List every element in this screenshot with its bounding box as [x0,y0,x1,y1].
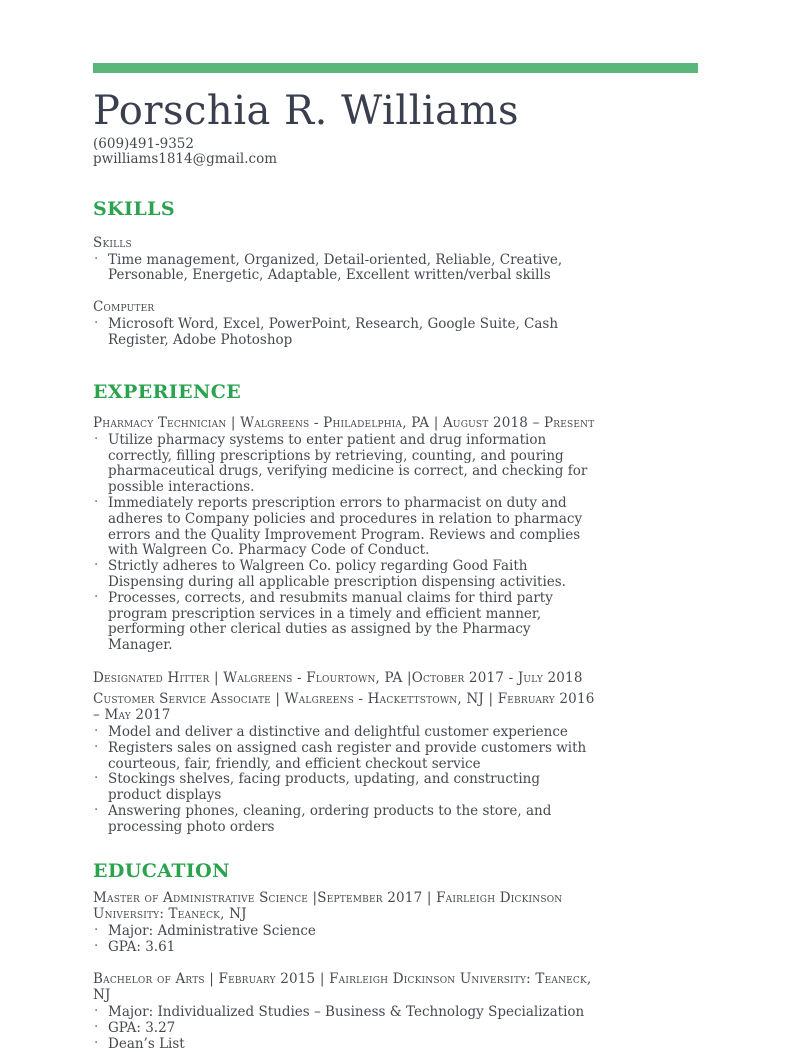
education-heading: EDUCATION [93,861,705,882]
bullet-item [93,591,595,654]
bullet-text: Major: Administrative Science [108,923,316,939]
skills-section [93,199,705,349]
skills-list [93,253,595,285]
degree-title-bachelor: Bachelor of Arts | February 2015 | Fairleigh Dickinson University: Teaneck, NJ [93,971,598,1003]
bullet-item [93,559,595,591]
computer-group-title: Computer [93,299,598,315]
bullet-dot: · [94,724,98,740]
job-bullets [93,725,595,836]
bullet-text: GPA: 3.27 [108,1020,175,1036]
bullet-text: Time management, Organized, Detail-oriented, Reliable, Creative, Personable, Energetic, Adaptable, Excellent written/verbal skills [108,252,562,284]
bullet-text: Immediately reports prescription errors to pharmacist on duty and adheres to Company policies and procedures in relation to pharmacy errors and the Quality Improvement Program. Reviews and complies with Walgreen Co. Pharmacy Code of Conduct. [108,495,582,558]
bullet-item [93,433,595,496]
job-title-designated-hitter: Designated Hitter | Walgreens - Flourtown, PA |October 2017 - July 2018 [93,670,598,686]
bullet-dot: · [94,1004,98,1020]
bullet-item [93,1037,595,1052]
bullet-item [93,253,595,285]
bullet-dot: · [94,558,98,574]
bullet-dot: · [94,803,98,819]
bullet-dot: · [94,1020,98,1036]
bullet-item [93,1021,595,1037]
bullet-item [93,725,595,741]
experience-section [93,382,705,836]
experience-heading: EXPERIENCE [93,382,705,403]
bullet-text: Utilize pharmacy systems to enter patient and drug information correctly, filling prescriptions by retrieving, counting, and pouring pharmaceutical drugs, verifying medicine is correct, and checking for possible interactions. [108,432,587,495]
bullet-item [93,317,595,349]
job-bullets [93,433,595,654]
bullet-item [93,940,595,956]
bullet-dot: · [94,740,98,756]
bullet-dot: · [94,252,98,268]
bullet-dot: · [94,316,98,332]
degree-title-master: Master of Administrative Science |September 2017 | Fairleigh Dickinson University: Teaneck, NJ [93,890,598,922]
bullet-text: Major: Individualized Studies – Business & Technology Specialization [108,1004,584,1020]
bullet-item [93,772,595,804]
person-name: Porschia R. Williams [93,89,705,134]
phone-number: (609)491-9352 [93,137,705,153]
resume-content [93,0,705,1052]
bullet-dot: · [94,495,98,511]
bullet-dot: · [94,1036,98,1052]
email-address: pwilliams1814@gmail.com [93,152,705,168]
bullet-item [93,741,595,773]
bullet-dot: · [94,939,98,955]
bullet-dot: · [94,590,98,606]
bullet-dot: · [94,923,98,939]
resume-header [93,89,705,168]
degree-bullets [93,1005,595,1052]
bullet-dot: · [94,771,98,787]
bullet-text: Answering phones, cleaning, ordering products to the store, and processing photo orders [108,803,551,835]
bullet-text: Registers sales on assigned cash register and provide customers with courteous, fair, friendly, and efficient checkout service [108,740,586,772]
job-title-pharmacy-technician: Pharmacy Technician | Walgreens - Philadelphia, PA | August 2018 – Present [93,415,598,431]
job-title-customer-service-associate: Customer Service Associate | Walgreens - Hackettstown, NJ | February 2016 – May 2017 [93,691,598,723]
bullet-text: Stockings shelves, facing products, updating, and constructing product displays [108,771,540,803]
bullet-text: Processes, corrects, and resubmits manual claims for third party program prescription services in a timely and efficient manner, performing other clerical duties as assigned by the Pharmacy Manager. [108,590,553,653]
bullet-text: Model and deliver a distinctive and delightful customer experience [108,724,568,740]
bullet-item [93,804,595,836]
skills-heading: SKILLS [93,199,705,220]
accent-bar [93,63,698,73]
bullet-item [93,496,595,559]
degree-bullets [93,924,595,956]
bullet-item [93,924,595,940]
bullet-text: Strictly adheres to Walgreen Co. policy regarding Good Faith Dispensing during all applicable prescription dispensing activities. [108,558,566,590]
bullet-text: Dean’s List [108,1036,185,1052]
education-section [93,861,705,1052]
bullet-text: GPA: 3.61 [108,939,175,955]
bullet-text: Microsoft Word, Excel, PowerPoint, Research, Google Suite, Cash Register, Adobe Photoshop [108,316,558,348]
computer-skills-list [93,317,595,349]
bullet-item [93,1005,595,1021]
skills-group-title: Skills [93,235,598,251]
bullet-dot: · [94,432,98,448]
